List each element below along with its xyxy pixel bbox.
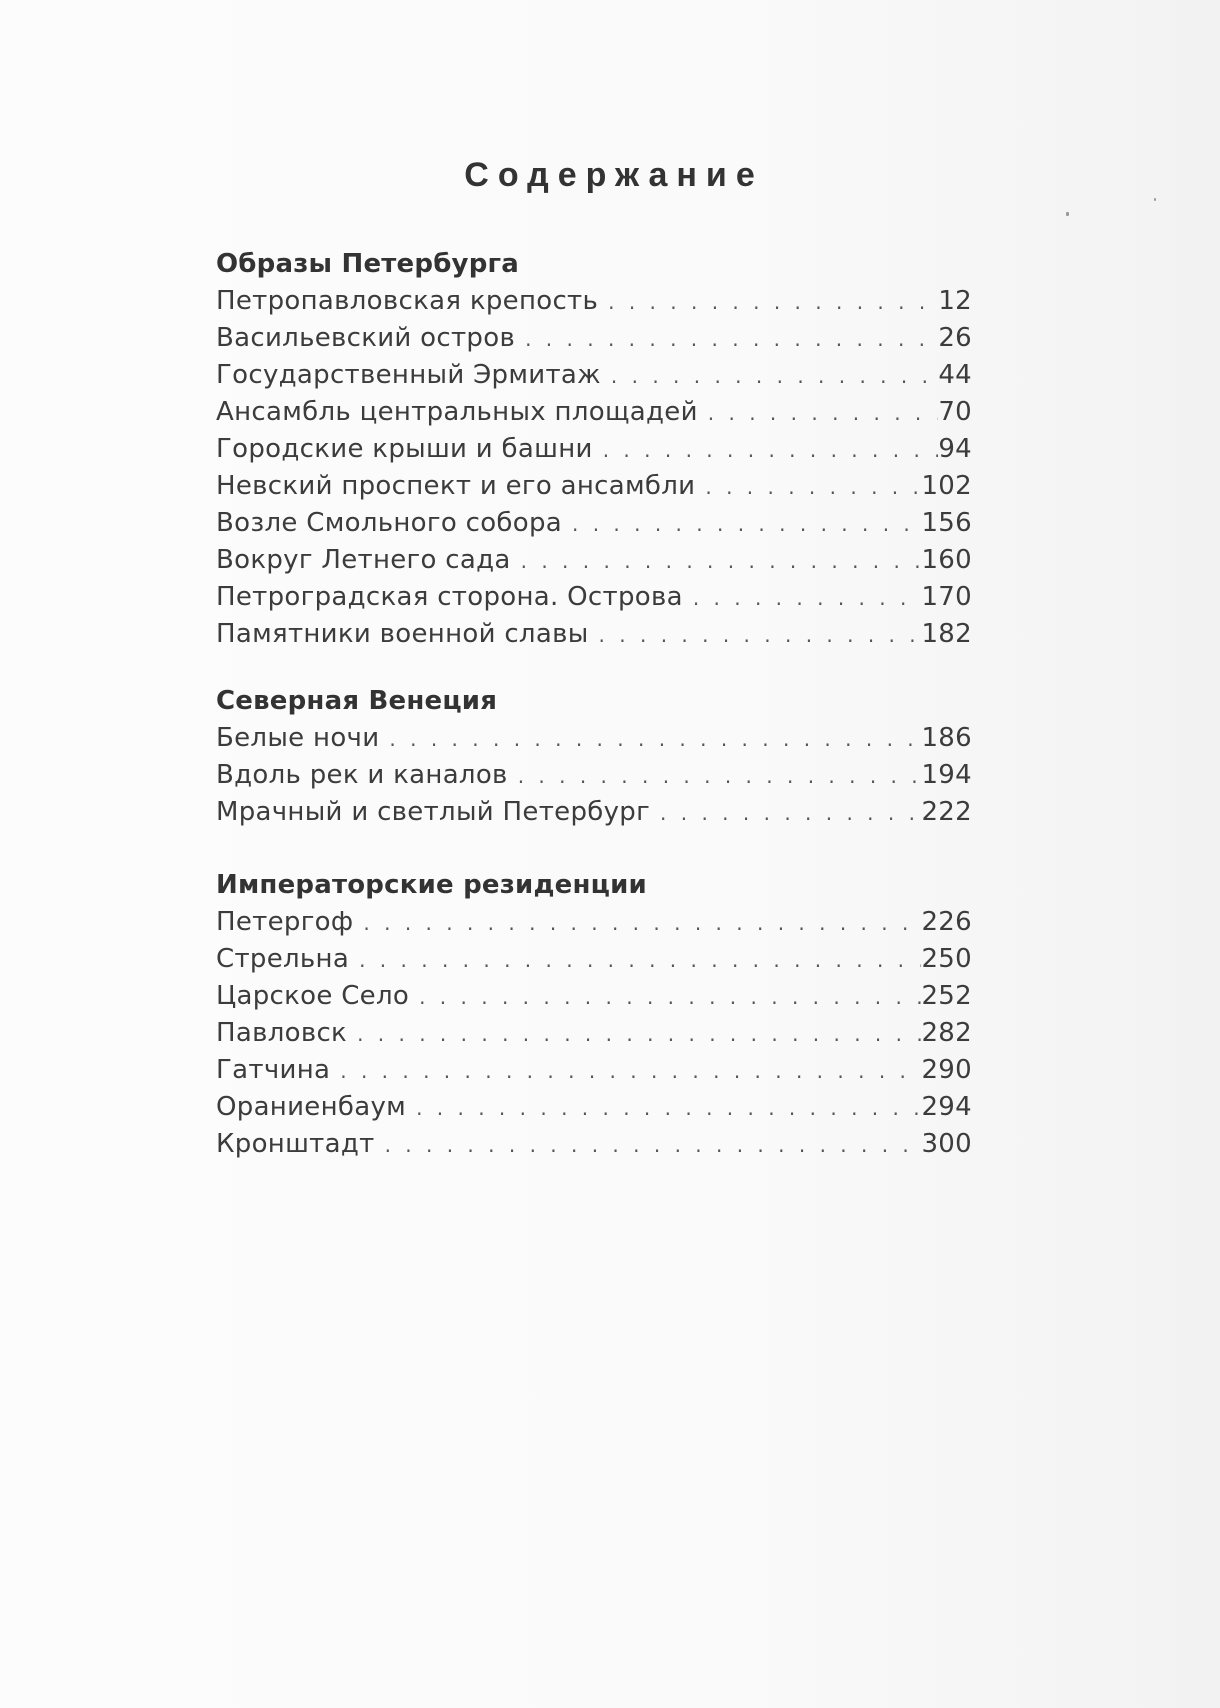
toc-entry[interactable] xyxy=(216,1015,972,1052)
paper-speck xyxy=(1154,198,1156,201)
entry-page-number: 44 xyxy=(938,360,972,390)
dot-leader xyxy=(695,469,921,506)
dot-leader xyxy=(589,617,922,654)
toc-section xyxy=(216,683,972,831)
entry-page-number: 102 xyxy=(921,471,972,501)
page-title: Содержание xyxy=(464,156,764,194)
toc-entry[interactable] xyxy=(216,283,972,320)
entry-page-number: 226 xyxy=(921,907,972,937)
paper-speck xyxy=(1066,212,1069,216)
dot-leader xyxy=(562,506,921,543)
dot-leader xyxy=(406,1090,921,1127)
dot-leader xyxy=(409,979,921,1016)
toc-entry[interactable] xyxy=(216,542,972,579)
dot-leader xyxy=(353,905,921,942)
entry-title: Вокруг Летнего сада xyxy=(216,545,511,575)
entry-page-number: 194 xyxy=(921,760,972,790)
toc-section xyxy=(216,867,972,1163)
toc-entry[interactable] xyxy=(216,468,972,505)
dot-leader xyxy=(650,795,921,832)
entry-title: Белые ночи xyxy=(216,723,380,753)
entry-page-number: 160 xyxy=(921,545,972,575)
section-heading: Императорские резиденции xyxy=(216,870,647,900)
dot-leader xyxy=(508,758,922,795)
dot-leader xyxy=(683,580,922,617)
toc-entry[interactable] xyxy=(216,431,972,468)
entry-page-number: 282 xyxy=(921,1018,972,1048)
entry-page-number: 182 xyxy=(921,619,972,649)
table-of-contents xyxy=(216,246,972,1193)
entry-title: Петергоф xyxy=(216,907,354,937)
entry-page-number: 290 xyxy=(921,1055,972,1085)
entry-title: Царское Село xyxy=(216,981,410,1011)
entry-title: Васильевский остров xyxy=(216,323,516,353)
entry-title: Ораниенбаум xyxy=(216,1092,407,1122)
dot-leader xyxy=(330,1053,921,1090)
dot-leader xyxy=(349,942,921,979)
entry-page-number: 170 xyxy=(921,582,972,612)
entry-title: Памятники военной славы xyxy=(216,619,589,649)
toc-entry[interactable] xyxy=(216,794,972,831)
toc-entry[interactable] xyxy=(216,1126,972,1163)
toc-entry[interactable] xyxy=(216,1089,972,1126)
entry-title: Павловск xyxy=(216,1018,348,1048)
entry-page-number: 26 xyxy=(938,323,972,353)
entry-page-number: 70 xyxy=(938,397,972,427)
toc-entry[interactable] xyxy=(216,757,972,794)
toc-entry[interactable] xyxy=(216,357,972,394)
toc-entry[interactable] xyxy=(216,1052,972,1089)
dot-leader xyxy=(515,321,938,358)
entry-title: Вдоль рек и каналов xyxy=(216,760,508,790)
dot-leader xyxy=(601,358,938,395)
toc-entry[interactable] xyxy=(216,579,972,616)
entry-title: Стрельна xyxy=(216,944,350,974)
entry-title: Ансамбль центральных площадей xyxy=(216,397,698,427)
entry-page-number: 300 xyxy=(921,1129,972,1159)
toc-entry[interactable] xyxy=(216,616,972,653)
toc-entry[interactable] xyxy=(216,904,972,941)
entry-page-number: 222 xyxy=(921,797,972,827)
toc-entry[interactable] xyxy=(216,320,972,357)
toc-entry[interactable] xyxy=(216,978,972,1015)
dot-leader xyxy=(511,543,922,580)
toc-section xyxy=(216,246,972,653)
entry-page-number: 186 xyxy=(921,723,972,753)
entry-page-number: 12 xyxy=(938,286,972,316)
entry-title: Петропавловская крепость xyxy=(216,286,599,316)
entry-title: Мрачный и светлый Петербург xyxy=(216,797,651,827)
dot-leader xyxy=(379,721,921,758)
entry-page-number: 252 xyxy=(921,981,972,1011)
dot-leader xyxy=(347,1016,921,1053)
dot-leader xyxy=(698,395,939,432)
entry-page-number: 156 xyxy=(921,508,972,538)
toc-entry[interactable] xyxy=(216,941,972,978)
entry-title: Городские крыши и башни xyxy=(216,434,593,464)
section-heading: Северная Венеция xyxy=(216,686,498,716)
entry-title: Государственный Эрмитаж xyxy=(216,360,601,390)
dot-leader xyxy=(593,432,939,469)
entry-page-number: 294 xyxy=(921,1092,972,1122)
section-heading: Образы Петербурга xyxy=(216,249,520,279)
toc-entry[interactable] xyxy=(216,720,972,757)
toc-entry[interactable] xyxy=(216,505,972,542)
toc-entry[interactable] xyxy=(216,394,972,431)
entry-title: Возле Смольного собора xyxy=(216,508,562,538)
entry-title: Петроградская сторона. Острова xyxy=(216,582,683,612)
entry-page-number: 250 xyxy=(921,944,972,974)
dot-leader xyxy=(598,284,938,321)
entry-page-number: 94 xyxy=(938,434,972,464)
entry-title: Кронштадт xyxy=(216,1129,375,1159)
entry-title: Гатчина xyxy=(216,1055,331,1085)
entry-title: Невский проспект и его ансамбли xyxy=(216,471,696,501)
dot-leader xyxy=(375,1127,922,1164)
